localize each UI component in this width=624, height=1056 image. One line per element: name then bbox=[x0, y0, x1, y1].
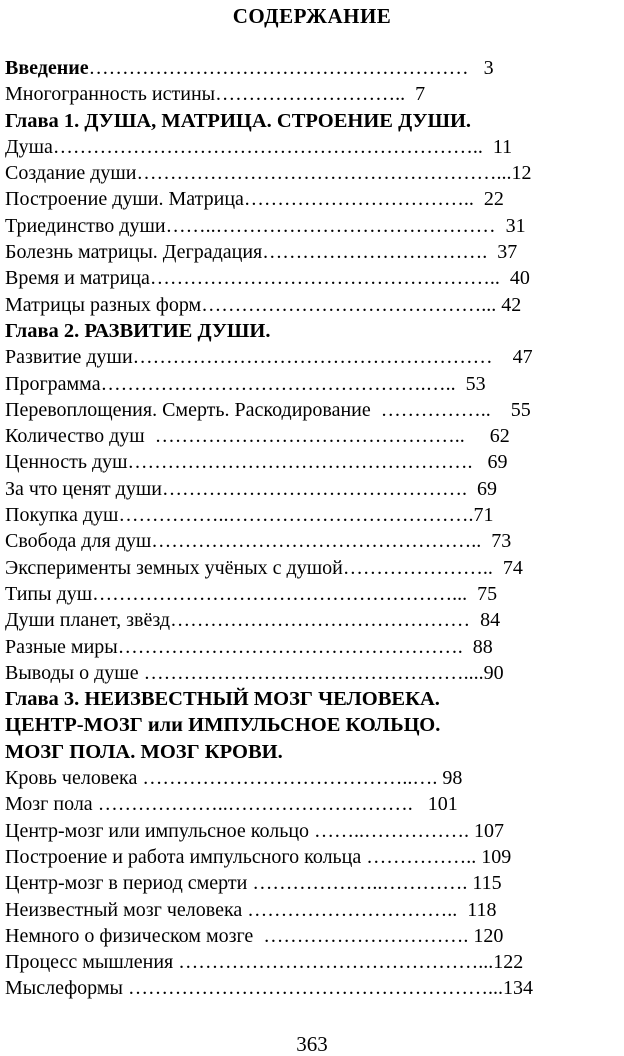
chapter-title: ЦЕНТР-МОЗГ или ИМПУЛЬСНОЕ КОЛЬЦО. bbox=[5, 714, 441, 737]
toc-entry-page-number: 107 bbox=[474, 819, 505, 842]
toc-entry-label: Программа bbox=[5, 372, 101, 395]
toc-entry-label: Разные миры bbox=[5, 635, 118, 658]
toc-entry-page-number: 84 bbox=[480, 609, 501, 632]
page-title: СОДЕРЖАНИЕ bbox=[232, 4, 392, 28]
toc-entry-label: Процесс мышления bbox=[5, 951, 174, 974]
toc-entry bbox=[5, 870, 612, 896]
toc-entry-label: Перевоплощения. Смерть. Раскодирование bbox=[5, 398, 371, 421]
toc-leader-dots: ……………………………. bbox=[262, 241, 498, 264]
toc-entry-page-number: 134 bbox=[502, 977, 533, 1000]
toc-entry-label: Души планет, звёзд bbox=[5, 609, 171, 632]
toc-entry-label: Болезнь матрицы. Деградация bbox=[5, 241, 263, 264]
toc-entry-label: Выводы о душе bbox=[5, 661, 139, 684]
toc-leader-dots: ……………………………………….. bbox=[144, 425, 490, 448]
toc-entry-page-number: 74 bbox=[502, 556, 523, 579]
toc-leader-dots: ………………….. bbox=[342, 556, 503, 579]
toc-entry bbox=[5, 134, 612, 160]
toc-entry-label: Ценность душ bbox=[5, 451, 128, 474]
toc-leader-dots: …………………………………..…. bbox=[137, 767, 443, 790]
toc-entry-page-number: 75 bbox=[477, 582, 498, 605]
toc-entry bbox=[5, 239, 612, 265]
toc-entry bbox=[5, 923, 612, 949]
toc-entry-label: Кровь человека bbox=[5, 767, 138, 790]
toc-entry-label: Неизвестный мозг человека bbox=[5, 898, 243, 921]
toc-entry-page-number: 22 bbox=[483, 188, 504, 211]
toc-leader-dots: ……………………………………………. bbox=[127, 451, 488, 474]
toc-chapter-heading bbox=[5, 318, 612, 344]
toc-entry-page-number: 98 bbox=[442, 767, 463, 790]
toc-leader-dots: ……………………….. bbox=[215, 83, 416, 106]
toc-entry-page-number: 73 bbox=[491, 530, 512, 553]
chapter-title: Глава 2. РАЗВИТИЕ ДУШИ. bbox=[5, 319, 271, 342]
chapter-title: Глава 3. НЕИЗВЕСТНЫЙ МОЗГ ЧЕЛОВЕКА. bbox=[5, 688, 440, 711]
toc-leader-dots: ………………………………………….... bbox=[138, 661, 484, 684]
table-of-contents bbox=[5, 55, 612, 1002]
toc-entry-page-number: 47 bbox=[512, 346, 533, 369]
toc-entry-label: Введение bbox=[5, 57, 89, 79]
toc-entry-label: Триединство души bbox=[5, 214, 166, 237]
toc-entry bbox=[5, 160, 612, 186]
toc-entry-page-number: 62 bbox=[489, 425, 510, 448]
toc-entry-label: Свобода для душ bbox=[5, 530, 152, 553]
toc-leader-dots: ………………………………………………… bbox=[88, 57, 484, 79]
toc-leader-dots: ………………………………………………... bbox=[122, 977, 503, 1000]
toc-leader-dots: ………………………………………………... bbox=[136, 162, 512, 185]
toc-entry-page-number: 31 bbox=[505, 214, 526, 237]
toc-entry-page-number: 37 bbox=[497, 241, 518, 264]
toc-entry-label: Многогранность истины bbox=[5, 83, 216, 106]
toc-entry-page-number: 7 bbox=[415, 83, 426, 106]
toc-entry bbox=[5, 765, 612, 791]
toc-entry-page-number: 101 bbox=[427, 793, 458, 816]
toc-entry-page-number: 122 bbox=[493, 951, 524, 974]
toc-leader-dots: …………………………………………….. bbox=[149, 267, 510, 290]
toc-leader-dots: ……………………………………………. bbox=[117, 635, 473, 658]
toc-leader-dots: ……………..………………………………. bbox=[118, 504, 474, 527]
toc-entry-page-number: 42 bbox=[501, 293, 522, 316]
toc-entry-label: Матрицы разных форм bbox=[5, 293, 202, 316]
toc-leader-dots: …………………………….. bbox=[243, 188, 484, 211]
toc-entry-label: Центр-мозг или импульсное кольцо bbox=[5, 819, 310, 842]
chapter-title: Глава 1. ДУША, МАТРИЦА. СТРОЕНИЕ ДУШИ. bbox=[5, 109, 472, 132]
toc-entry-label: За что ценят души bbox=[5, 477, 162, 500]
toc-leader-dots: ………………………….. bbox=[242, 898, 468, 921]
toc-leader-dots: ………………………………………………... bbox=[92, 582, 478, 605]
toc-entry bbox=[5, 555, 612, 581]
toc-entry-page-number: 69 bbox=[487, 451, 508, 474]
toc-entry bbox=[5, 81, 612, 107]
toc-leader-dots: …………….. bbox=[361, 845, 482, 868]
toc-entry bbox=[5, 818, 612, 844]
toc-entry-label: Мозг пола bbox=[5, 793, 93, 816]
toc-entry bbox=[5, 449, 612, 475]
toc-entry bbox=[5, 371, 612, 397]
toc-leader-dots: ……………………………………… bbox=[170, 609, 481, 632]
toc-leader-dots: ………………..………………………. bbox=[92, 793, 428, 816]
toc-entry-page-number: 11 bbox=[492, 135, 513, 158]
toc-leader-dots: ………………………………………. bbox=[161, 477, 477, 500]
toc-entry-page-number: 40 bbox=[509, 267, 530, 290]
toc-leader-dots: …………………………. bbox=[253, 924, 474, 947]
toc-leader-dots: ………………..…………. bbox=[247, 872, 473, 895]
toc-entry-label: Время и матрица bbox=[5, 267, 150, 290]
toc-leader-dots: ………………………………………….….. bbox=[100, 372, 466, 395]
toc-entry-label: Эксперименты земных учёных с душой bbox=[5, 556, 343, 579]
toc-chapter-heading bbox=[5, 712, 612, 738]
toc-entry-label: Покупка душ bbox=[5, 504, 119, 527]
toc-entry-page-number: 115 bbox=[472, 872, 502, 895]
toc-entry bbox=[5, 975, 612, 1001]
toc-entry-label: Создание души bbox=[5, 162, 137, 185]
toc-entry-page-number: 3 bbox=[483, 57, 494, 79]
toc-entry-page-number: 118 bbox=[467, 898, 497, 921]
toc-entry-page-number: 69 bbox=[476, 477, 497, 500]
toc-entry bbox=[5, 476, 612, 502]
toc-entry-page-number: 88 bbox=[472, 635, 493, 658]
toc-entry-label: Количество душ bbox=[5, 425, 145, 448]
toc-entry bbox=[5, 897, 612, 923]
toc-entry bbox=[5, 607, 612, 633]
toc-entry-label: Мыслеформы bbox=[5, 977, 123, 1000]
toc-chapter-heading bbox=[5, 739, 612, 765]
toc-entry bbox=[5, 397, 612, 423]
chapter-title: МОЗГ ПОЛА. МОЗГ КРОВИ. bbox=[5, 740, 283, 763]
toc-entry-page-number: 120 bbox=[473, 924, 504, 947]
toc-entry-page-number: 53 bbox=[465, 372, 486, 395]
toc-entry bbox=[5, 791, 612, 817]
toc-leader-dots: …………….. bbox=[370, 398, 511, 421]
toc-entry-page-number: 12 bbox=[511, 162, 532, 185]
toc-leader-dots: ……………………………………... bbox=[201, 293, 502, 316]
toc-entry bbox=[5, 581, 612, 607]
toc-entry-label: Построение и работа импульсного кольца bbox=[5, 845, 362, 868]
toc-leader-dots: ……………………………………………… bbox=[132, 346, 513, 369]
toc-leader-dots: ……..…………………………………… bbox=[165, 214, 506, 237]
toc-entry bbox=[5, 265, 612, 291]
toc-entry-label: Душа bbox=[5, 135, 53, 158]
toc-entry bbox=[5, 660, 612, 686]
toc-entry bbox=[5, 55, 612, 81]
toc-entry bbox=[5, 213, 612, 239]
toc-leader-dots: ………………………………………... bbox=[173, 951, 494, 974]
toc-entry bbox=[5, 502, 612, 528]
toc-entry-page-number: 55 bbox=[510, 398, 531, 421]
toc-entry-page-number: 90 bbox=[483, 661, 504, 684]
toc-entry bbox=[5, 423, 612, 449]
toc-entry bbox=[5, 634, 612, 660]
toc-chapter-heading bbox=[5, 108, 612, 134]
toc-entry-page-number: 109 bbox=[481, 845, 512, 868]
toc-entry-label: Развитие души bbox=[5, 346, 133, 369]
toc-entry bbox=[5, 344, 612, 370]
toc-leader-dots: ……………………………………………………….. bbox=[52, 135, 493, 158]
toc-entry bbox=[5, 528, 612, 554]
toc-entry bbox=[5, 292, 612, 318]
toc-entry-label: Типы душ bbox=[5, 582, 93, 605]
toc-entry bbox=[5, 844, 612, 870]
toc-entry bbox=[5, 186, 612, 212]
toc-entry bbox=[5, 949, 612, 975]
toc-leader-dots: ……..……………. bbox=[309, 819, 475, 842]
toc-leader-dots: ………………………………………….. bbox=[151, 530, 492, 553]
page-number: 363 bbox=[296, 1032, 328, 1056]
toc-entry-label: Центр-мозг в период смерти bbox=[5, 872, 248, 895]
toc-entry-page-number: 71 bbox=[473, 504, 494, 527]
toc-entry-label: Построение души. Матрица bbox=[5, 188, 244, 211]
toc-entry-label: Немного о физическом мозге bbox=[5, 924, 254, 947]
toc-chapter-heading bbox=[5, 686, 612, 712]
